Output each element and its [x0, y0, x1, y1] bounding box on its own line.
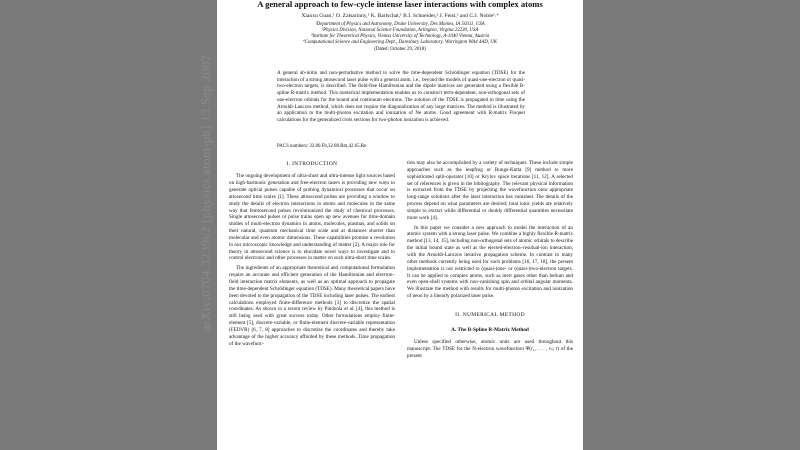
section-heading-introduction: I. INTRODUCTION [286, 161, 338, 167]
paper-title: A general approach to few-cycle intense laser interactions with complex atoms [257, 0, 543, 9]
affiliation-1: ¹Department of Physics and Astronomy, Drake University, Des Moines, IA 50311, USA [315, 22, 485, 27]
intro-paragraph-1: The ongoing development of ultra-short and ultra-intense light sources based on high-harmonic generation and free-electron lasers is providing new ways to generate optical pulses capable of probing dynamical processes that occur on attosecond time scales [1]. These attosecond pulses are providing a window to study the details of electron interactions in atoms and molecules in the same way that femtosecond pulses revolutionized the study of chemical processes. Single attosecond pulses or pulse trains open up new avenues for time-domain studies of multi-electron dynamics in atoms, molecules, plasmas, and solids on their natural, quantum mechanical time scale and at distances shorter than molecular and even atomic dimensions. These capabilities promise a revolution in our microscopic knowledge and understanding of matter [2]. A major role for theory in attosecond science is to elucidate novel ways to investigate and to control electronic and other processes in matter on such ultra-short time scales. [229, 173, 395, 262]
method-paragraph-1: Unless specified otherwise, atomic units are used throughout this manuscript. The TDSE for the N-electron wavefunction Ψ(r₁, . . . , rₙ; t) of the present [407, 339, 573, 359]
subsection-heading-bspline: A. The B-Spline R-Matrix Method [451, 327, 529, 334]
intro-paragraph-4: In this paper we consider a new approach to model the interaction of an atomic system with a strong laser pulse. We combine a highly flexible R-matrix method [13, 14, 15], including non-orthogonal sets of atomic orbitals to describe the initial bound state as well as the ejected-electron–residual-ion interaction, with the Arnoldi-Lanczos iterative propagation scheme. In contrast to many other methods currently being used for such problems [16, 17, 18], the present implementation is not restricted to (quasi-)one- or (quasi-)two-electron targets. It can be applied to complex atoms, such as inert gases other than helium and even open-shell systems with non-vanishing spin and orbital angular momenta. We illustrate the method with results for multi-photon excitation and ionization of neon by a linearly polarized laser pulse. [407, 224, 573, 300]
intro-paragraph-3: tion may also be accomplished by a variety of techniques. These include simple approaches such as the leapfrog or Runge-Kutta [9] method to more sophisticated split-operator [10] or Krylov space iterations [11, 12]. A selected set of references is given in the bibliography. The relevant physical information is extracted from the TDSE by projecting the wavefunction onto appropriate long-range solutions after the laser interaction has vanished. The details of the process depend on what parameters are desired; total ionic yields are relatively simple to extract while differential or doubly differential quantities necessitate more work [4]. [407, 160, 573, 221]
section-heading-numerical-method: II. NUMERICAL METHOD [455, 311, 525, 318]
affiliation-4: ⁴Computational Science and Engineering Dept., Daresbury Laboratory, Warrington WA4 4AD, UK [302, 40, 498, 46]
right-column [407, 160, 573, 363]
affiliations [217, 22, 583, 53]
intro-paragraph-2: The ingredients of an appropriate theoretical and computational formulation require an accurate and efficient generation of the Hamiltonian and electron–field interaction matrix elements, as well as an optimal approach to propagate the time-dependent Schrödinger equation (TDSE). Many theoretical papers have been devoted to the propagation of the TDSE including laser pulses. The earliest calculations employed finite-difference methods [3] to discretize the spatial coordinates. As shown in a recent review by Pindzola et al. [4], this method is still being used with great success today. Other formulations employ finite-element [5], discrete-variable, or finite-element discrete-variable representation (FEDVR) [6, 7, 8] approaches to discretize the coordinates and thereby take advantage of the higher accuracy afforded by these methods. Time propagation of the wavefunc- [229, 265, 395, 347]
abstract: A general ab-initio and non-perturbative method to solve the time-dependent Schrödinger equation (TDSE) for the interaction of a strong attosecond laser pulse with a general atom, i.e., beyond the models of quasi-one-electron or quasi-two-electron targets, is described. The field-free Hamiltonian and the dipole matrices are generated using a flexible B-spline R-matrix method. This numerical implementation enables us to construct term-dependent, non-orthogonal sets of one-electron orbitals for the bound and continuum electrons. The solution of the TDSE is propagated in time using the Arnoldi-Lanczos method, which does not require the diagonalization of any large matrices. The method is illustrated by an application to the multi-photon excitation and ionization of Ne atoms. Good agreement with R-matrix Floquet calculations for the generalized cross sections for two-photon ionization is achieved. [277, 70, 525, 124]
pacs-numbers: PACS numbers: 32.80.Fb,32.80.Rm,42.65.Re [277, 144, 367, 149]
dated-line: (Dated: October 29, 2018) [374, 46, 426, 52]
author-list: Xiaoxu Guan,¹ O. Zatsarinny,¹ K. Bartschat,¹ B.I. Schneider,² J. Feist,³ and C.J. Noble¹˒⁴ [301, 13, 499, 19]
affiliation-3: ³Institute for Theoretical Physics, Vienna University of Technology, A-1040 Vienna, Austria [310, 34, 490, 40]
paper-page [217, 0, 583, 450]
affiliation-2: ²Physics Division, National Science Foundation, Arlington, Virgina 22230, USA [321, 28, 479, 34]
arxiv-identifier: arXiv:0704.3239v2 [physics.atom-ph] 13 Sep 2007 [198, 54, 213, 332]
left-column [229, 160, 395, 350]
arxiv-stamp-strip [195, 30, 217, 360]
